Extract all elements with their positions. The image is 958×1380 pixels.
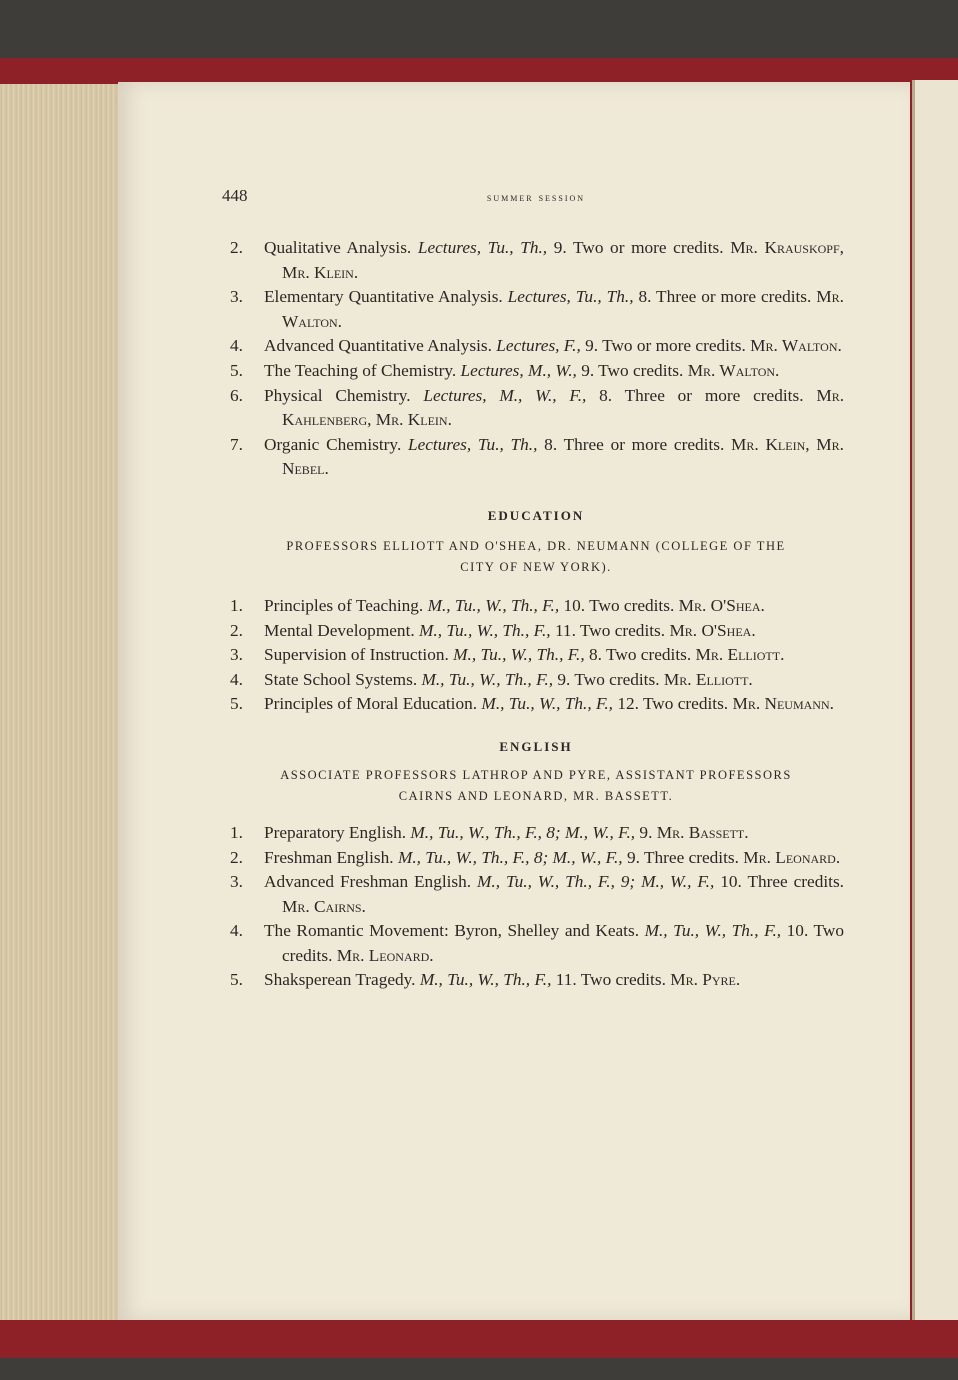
course-number: 3. bbox=[230, 872, 243, 892]
course-text bbox=[264, 643, 844, 668]
course-hour: 11. bbox=[554, 620, 576, 640]
course-schedule: Lectures, M., W., bbox=[460, 360, 577, 380]
course-credits: Three credits. bbox=[747, 872, 845, 892]
course-title: State School Systems. bbox=[264, 669, 418, 689]
course-schedule: M., Tu., W., Th., F., bbox=[419, 970, 552, 990]
course-schedule: M., Tu., W., Th., F., bbox=[481, 694, 613, 714]
course-schedule: M., Tu., W., Th., F., bbox=[419, 620, 551, 640]
course-schedule: Lectures, M., W., F., bbox=[423, 385, 587, 405]
course-credits: Two credits. bbox=[589, 595, 675, 615]
course-hour: 10. bbox=[563, 595, 586, 615]
course-instructors: Mr. Cairns. bbox=[282, 896, 366, 916]
course-hour: 8. bbox=[638, 287, 652, 307]
course-schedule: Lectures, Tu., Th., bbox=[417, 238, 548, 257]
course-entry bbox=[222, 285, 850, 334]
course-title: Mental Development. bbox=[264, 620, 415, 640]
course-instructors: Mr. Walton. bbox=[687, 360, 780, 380]
course-entry bbox=[222, 668, 850, 693]
course-text bbox=[264, 285, 844, 334]
course-instructors: Mr. Krauskopf, Mr. Klein. bbox=[282, 238, 844, 282]
course-hour: 9. bbox=[626, 847, 640, 867]
course-hour: 11. bbox=[555, 970, 577, 990]
course-text bbox=[264, 821, 844, 846]
course-title: Advanced Quantitative Analysis. bbox=[264, 336, 492, 356]
course-number: 7. bbox=[230, 434, 243, 454]
chemistry-course-list bbox=[222, 236, 850, 482]
education-course-list bbox=[222, 594, 850, 717]
education-heading: EDUCATION bbox=[487, 507, 585, 523]
course-credits: Two credits. bbox=[606, 645, 692, 665]
course-number: 4. bbox=[230, 336, 243, 356]
course-title: Principles of Teaching. bbox=[264, 595, 424, 615]
english-heading: ENGLISH bbox=[499, 738, 573, 754]
course-entry bbox=[222, 919, 850, 968]
course-number: 2. bbox=[230, 620, 243, 640]
course-text bbox=[264, 334, 844, 359]
education-faculty-line-2: CITY OF NEW YORK). bbox=[460, 559, 612, 574]
course-entry bbox=[222, 236, 850, 285]
course-text bbox=[264, 668, 844, 693]
course-title: Principles of Moral Education. bbox=[264, 694, 478, 714]
course-schedule: Lectures, Tu., Th., bbox=[407, 434, 538, 454]
course-title: Preparatory English. bbox=[264, 822, 407, 842]
course-instructors: Mr. Elliott. bbox=[663, 669, 753, 689]
course-hour: 10. bbox=[786, 921, 809, 941]
course-number: 2. bbox=[230, 847, 243, 867]
course-credits: Three or more credits. bbox=[563, 434, 725, 454]
course-title: Freshman English. bbox=[264, 847, 394, 867]
course-hour: 9. bbox=[581, 360, 595, 380]
course-instructors: Mr. O'Shea. bbox=[669, 620, 756, 640]
course-entry bbox=[222, 619, 850, 644]
course-credits: Two credits. bbox=[580, 970, 666, 990]
course-hour: 9. bbox=[557, 669, 571, 689]
course-hour: 8. bbox=[544, 434, 558, 454]
course-number: 1. bbox=[230, 822, 243, 842]
course-entry bbox=[222, 433, 850, 482]
course-number: 5. bbox=[230, 360, 243, 380]
course-title: Physical Chemistry. bbox=[264, 385, 411, 405]
course-entry bbox=[222, 384, 850, 433]
course-schedule: M., Tu., W., Th., F., bbox=[644, 921, 782, 941]
english-faculty-line-2: CAIRNS AND LEONARD, MR. BASSETT. bbox=[398, 788, 674, 803]
page-header bbox=[222, 186, 850, 208]
course-text bbox=[264, 919, 844, 968]
course-entry bbox=[222, 594, 850, 619]
course-entry bbox=[222, 968, 850, 993]
course-entry bbox=[222, 643, 850, 668]
facing-page-edge bbox=[912, 80, 958, 1320]
course-text bbox=[264, 692, 844, 717]
course-title: Qualitative Analysis. bbox=[264, 238, 412, 257]
course-credits: Three or more credits. bbox=[656, 287, 812, 307]
course-title: Supervision of Instruction. bbox=[264, 645, 449, 665]
course-number: 2. bbox=[230, 238, 243, 257]
course-number: 3. bbox=[230, 287, 243, 307]
course-title: Elementary Quantitative Analysis. bbox=[264, 287, 503, 307]
course-instructors: Mr. Neumann. bbox=[732, 694, 834, 714]
course-text bbox=[264, 594, 844, 619]
course-entry bbox=[222, 870, 850, 919]
page-text bbox=[222, 186, 850, 993]
course-entry bbox=[222, 821, 850, 846]
course-instructors: Mr. Leonard. bbox=[336, 945, 434, 965]
course-instructors: Mr. Walton. bbox=[282, 287, 844, 331]
course-text bbox=[264, 968, 844, 993]
course-title: Shaksperean Tragedy. bbox=[264, 970, 416, 990]
course-credits: Three or more credits. bbox=[624, 385, 804, 405]
course-number: 1. bbox=[230, 595, 243, 615]
course-entry bbox=[222, 359, 850, 384]
course-credits: Two credits. bbox=[282, 921, 844, 965]
course-text bbox=[264, 359, 844, 384]
course-instructors: Mr. Klein, Mr. Nebel. bbox=[282, 434, 844, 479]
course-credits: Two credits. bbox=[579, 620, 666, 640]
english-faculty-line-1: ASSOCIATE PROFESSORS LATHROP AND PYRE, ASSISTANT PROFESSORS bbox=[280, 767, 792, 782]
course-instructors: Mr. O'Shea. bbox=[678, 595, 765, 615]
course-instructors: Mr. Leonard. bbox=[743, 847, 841, 867]
course-schedule: M., Tu., W., Th., F., bbox=[427, 595, 560, 615]
course-number: 4. bbox=[230, 669, 243, 689]
course-hour: 10. bbox=[720, 872, 742, 892]
course-instructors: Mr. Bassett. bbox=[656, 822, 749, 842]
page-number: 448 bbox=[222, 186, 248, 205]
course-number: 5. bbox=[230, 694, 243, 714]
course-title: The Teaching of Chemistry. bbox=[264, 360, 457, 380]
course-text bbox=[264, 433, 844, 482]
course-schedule: M., Tu., W., Th., F., bbox=[453, 645, 585, 665]
course-number: 3. bbox=[230, 645, 243, 665]
course-hour: 9. bbox=[585, 336, 599, 356]
course-hour: 9. bbox=[553, 238, 567, 257]
course-text bbox=[264, 870, 844, 919]
course-hour: 12. bbox=[617, 694, 639, 714]
course-schedule: Lectures, Tu., Th., bbox=[507, 287, 634, 307]
course-number: 5. bbox=[230, 970, 243, 990]
course-credits: Two credits. bbox=[642, 694, 729, 714]
course-credits: Two credits. bbox=[574, 669, 660, 689]
education-faculty-line-1: PROFESSORS ELLIOTT AND O'SHEA, DR. NEUMANN (COLLEGE OF THE bbox=[286, 538, 786, 553]
course-instructors: Mr. Elliott. bbox=[695, 645, 785, 665]
course-text bbox=[264, 384, 844, 433]
course-title: The Romantic Movement: Byron, Shelley and Keats. bbox=[264, 921, 640, 941]
page-edges bbox=[0, 84, 122, 1320]
course-hour: 8. bbox=[589, 645, 602, 665]
course-text bbox=[264, 846, 844, 871]
course-instructors: Mr. Pyre. bbox=[670, 970, 741, 990]
course-hour: 8. bbox=[599, 385, 613, 405]
course-entry bbox=[222, 334, 850, 359]
course-credits: Three credits. bbox=[643, 847, 739, 867]
course-entry bbox=[222, 692, 850, 717]
course-text bbox=[264, 619, 844, 644]
course-title: Advanced Freshman English. bbox=[264, 872, 472, 892]
course-text bbox=[264, 236, 844, 285]
course-schedule: M., Tu., W., Th., F., bbox=[421, 669, 554, 689]
course-schedule: M., Tu., W., Th., F., 8; M., W., F., bbox=[397, 847, 623, 867]
course-instructors: Mr. Kahlenberg, Mr. Klein. bbox=[282, 385, 845, 430]
course-instructors: Mr. Walton. bbox=[750, 336, 842, 356]
course-schedule: Lectures, F., bbox=[496, 336, 581, 356]
course-hour: 9. bbox=[639, 822, 653, 842]
course-schedule: M., Tu., W., Th., F., 9; M., W., F., bbox=[477, 872, 715, 892]
course-number: 6. bbox=[230, 385, 243, 405]
english-course-list bbox=[222, 821, 850, 993]
course-entry bbox=[222, 846, 850, 871]
course-schedule: M., Tu., W., Th., F., 8; M., W., F., bbox=[410, 822, 636, 842]
course-credits: Two or more credits. bbox=[602, 336, 746, 356]
course-credits: Two credits. bbox=[598, 360, 684, 380]
course-title: Organic Chemistry. bbox=[264, 434, 402, 454]
running-head: summer session bbox=[486, 190, 586, 204]
course-number: 4. bbox=[230, 921, 243, 941]
course-credits: Two or more credits. bbox=[572, 238, 724, 257]
